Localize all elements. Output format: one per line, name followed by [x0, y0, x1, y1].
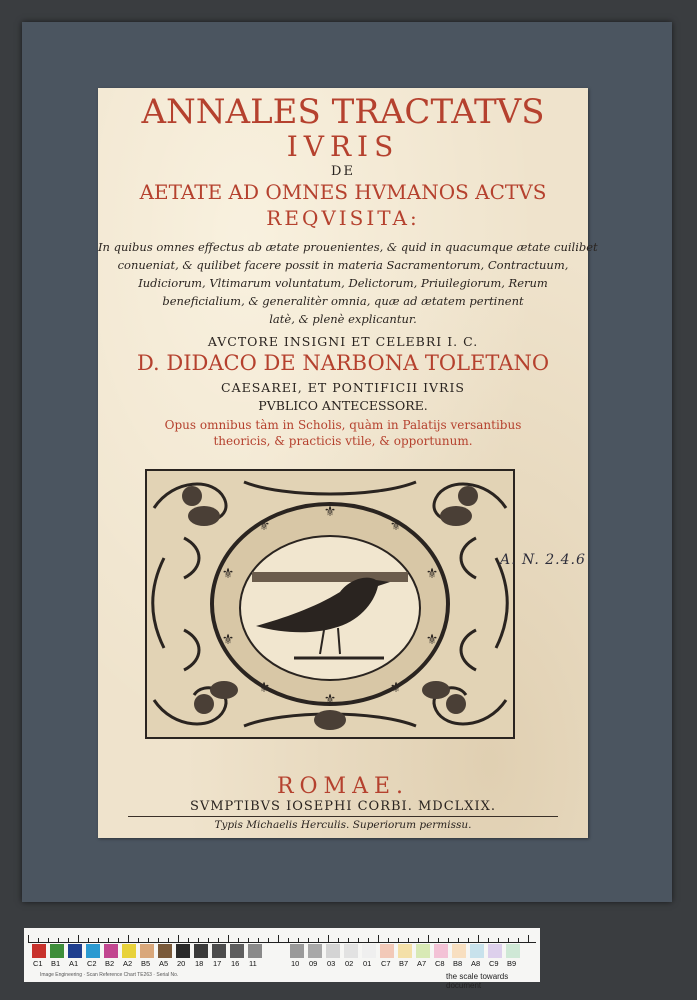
- swatch-label: B2: [105, 959, 115, 968]
- color-swatch: [506, 944, 520, 958]
- scale-ruler: [28, 932, 536, 943]
- swatch-label: A2: [123, 959, 133, 968]
- ruler-tick: [248, 938, 249, 942]
- description-line: In quibus omnes effectus ab ætate prouenientes, & quid in quacumque ætate cuilibet: [98, 240, 598, 254]
- handwritten-note: A. N. 2.4.6: [500, 552, 586, 568]
- ruler-tick: [238, 938, 239, 942]
- ruler-tick: [188, 938, 189, 942]
- author-intro: AVCTORE INSIGNI ET CELEBRI I. C.: [207, 334, 479, 349]
- ruler-tick: [468, 938, 469, 942]
- svg-text:⚜: ⚜: [221, 632, 235, 648]
- ruler-tick: [198, 938, 199, 942]
- ruler-tick: [278, 935, 279, 942]
- ruler-tick: [258, 938, 259, 942]
- color-swatch: [398, 944, 412, 958]
- swatch-label: C2: [87, 959, 97, 968]
- ruler-tick: [428, 935, 429, 942]
- ruler-tick: [378, 935, 379, 942]
- ruler-tick: [488, 938, 489, 942]
- ruler-tick: [218, 938, 219, 942]
- color-swatch: [50, 944, 64, 958]
- ruler-tick: [88, 938, 89, 942]
- swatch-label: 01: [363, 959, 372, 968]
- swatch-label: C7: [381, 959, 391, 968]
- ruler-tick: [368, 938, 369, 942]
- color-swatch: [86, 944, 100, 958]
- color-swatch: [362, 944, 376, 958]
- swatch-label: B1: [51, 959, 61, 968]
- ruler-tick: [288, 938, 289, 942]
- swatch-label: B9: [507, 959, 517, 968]
- color-swatch: [230, 944, 244, 958]
- color-swatch: [326, 944, 340, 958]
- ruler-tick: [98, 938, 99, 942]
- ruler-tick: [38, 938, 39, 942]
- swatch-label: A7: [417, 959, 427, 968]
- author-role-1: CAESAREI, ET PONTIFICII IVRIS: [221, 380, 465, 395]
- ruler-tick: [438, 938, 439, 942]
- ruler-tick: [318, 938, 319, 942]
- ruler-tick: [498, 938, 499, 942]
- crossbar: [252, 572, 408, 582]
- svg-text:⚜: ⚜: [257, 680, 271, 696]
- ruler-tick: [108, 938, 109, 942]
- ruler-tick: [148, 938, 149, 942]
- swatch-label: B7: [399, 959, 409, 968]
- svg-text:⚜: ⚜: [221, 566, 235, 582]
- ruler-tick: [208, 938, 209, 942]
- swatch-label: 09: [309, 959, 318, 968]
- swatch-label: C1: [33, 959, 43, 968]
- ruler-tick: [508, 938, 509, 942]
- imprint-printer: Typis Michaelis Herculis. Superiorum permissu.: [214, 819, 472, 831]
- description-line: beneficialium, & generalitèr omnia, quæ ad ætatem pertinent: [162, 294, 524, 308]
- swatch-label: 18: [195, 959, 204, 968]
- color-swatch: [140, 944, 154, 958]
- usefulness-line-2: theoricis, & practicis vtile, & opportunum.: [213, 434, 473, 448]
- color-swatch: [290, 944, 304, 958]
- svg-text:⚜: ⚜: [389, 518, 403, 534]
- ruler-tick: [178, 935, 179, 942]
- color-swatch: [344, 944, 358, 958]
- imprint-publisher: SVMPTIBVS IOSEPHI CORBI. MDCLXIX.: [189, 799, 497, 814]
- ruler-tick: [78, 935, 79, 942]
- ruler-tick: [28, 935, 29, 942]
- swatch-label: 17: [213, 959, 222, 968]
- ruler-tick: [358, 938, 359, 942]
- swatch-label: 16: [231, 959, 240, 968]
- color-reference-chart: [24, 928, 540, 990]
- color-swatch: [122, 944, 136, 958]
- ruler-tick: [338, 938, 339, 942]
- swatch-label: A5: [159, 959, 169, 968]
- color-swatch: [32, 944, 46, 958]
- swatch-label: B5: [141, 959, 151, 968]
- chart-small-text: Image Engineering · Scan Reference Chart TE263 · Serial No.: [40, 972, 179, 978]
- ruler-tick: [158, 938, 159, 942]
- swatch-label: A1: [69, 959, 79, 968]
- ruler-tick: [518, 938, 519, 942]
- description-line: conueniat, & quilibet facere possit in materia Sacramentorum, Contractuum,: [117, 258, 569, 272]
- description-line: Iudiciorum, Vltimarum voluntatum, Delictorum, Priuilegiorum, Rerum: [138, 276, 548, 290]
- color-swatch: [158, 944, 172, 958]
- color-swatch: [452, 944, 466, 958]
- ruler-tick: [478, 935, 479, 942]
- ruler-tick: [168, 938, 169, 942]
- swatch-label: 20: [177, 959, 186, 968]
- ruler-tick: [348, 938, 349, 942]
- usefulness-line-1: Opus omnibus tàm in Scholis, quàm in Palatijs versantibus: [164, 418, 522, 432]
- ruler-tick: [418, 938, 419, 942]
- author-name: D. DIDACO DE NARBONA TOLETANO: [136, 351, 550, 375]
- imprint-city: ROMAE.: [276, 774, 410, 799]
- ruler-tick: [388, 938, 389, 942]
- author-role-2: PVBLICO ANTECESSORE.: [258, 398, 428, 413]
- title-line-1: ANNALES TRACTATVS: [141, 92, 545, 132]
- color-swatch: [248, 944, 262, 958]
- color-swatch: [68, 944, 82, 958]
- ruler-tick: [528, 935, 529, 942]
- swatch-label: 10: [291, 959, 300, 968]
- color-swatch: [470, 944, 484, 958]
- ruler-tick: [448, 938, 449, 942]
- color-swatch: [380, 944, 394, 958]
- ruler-tick: [228, 935, 229, 942]
- swatch-label: 03: [327, 959, 336, 968]
- swatch-label: 02: [345, 959, 354, 968]
- color-swatch: [488, 944, 502, 958]
- svg-text:⚜: ⚜: [425, 632, 439, 648]
- ruler-tick: [48, 938, 49, 942]
- color-swatch: [434, 944, 448, 958]
- imprint-rule: [128, 816, 558, 817]
- ruler-tick: [58, 938, 59, 942]
- swatch-label: A8: [471, 959, 481, 968]
- color-swatch: [308, 944, 322, 958]
- svg-text:⚜: ⚜: [425, 566, 439, 582]
- svg-text:⚜: ⚜: [323, 692, 337, 708]
- svg-text:⚜: ⚜: [389, 680, 403, 696]
- ruler-tick: [308, 938, 309, 942]
- ruler-tick: [408, 938, 409, 942]
- ruler-tick: [328, 935, 329, 942]
- swatch-label: C8: [435, 959, 445, 968]
- color-swatch: [212, 944, 226, 958]
- description-line: latè, & plenè explicantur.: [269, 312, 417, 326]
- title-line-5: REQVISITA:: [266, 206, 420, 230]
- color-swatch: [176, 944, 190, 958]
- color-swatch: [416, 944, 430, 958]
- ruler-tick: [138, 938, 139, 942]
- color-swatch: [104, 944, 118, 958]
- ruler-tick: [398, 938, 399, 942]
- title-line-2: IVRIS: [286, 130, 400, 163]
- swatch-label: 11: [249, 959, 257, 968]
- ruler-tick: [458, 938, 459, 942]
- ruler-tick: [298, 938, 299, 942]
- chart-caption: the scale towards document: [446, 972, 509, 990]
- swatch-label: B8: [453, 959, 463, 968]
- title-line-3: DE: [331, 164, 355, 179]
- swatch-label: C9: [489, 959, 499, 968]
- svg-text:⚜: ⚜: [257, 518, 271, 534]
- ruler-tick: [118, 938, 119, 942]
- title-page: [98, 88, 598, 838]
- printers-device-woodcut: [144, 468, 516, 740]
- title-line-4: AETATE AD OMNES HVMANOS ACTVS: [139, 180, 547, 204]
- ruler-tick: [128, 935, 129, 942]
- ruler-tick: [268, 938, 269, 942]
- svg-text:⚜: ⚜: [323, 504, 337, 520]
- ruler-tick: [68, 938, 69, 942]
- color-swatch: [194, 944, 208, 958]
